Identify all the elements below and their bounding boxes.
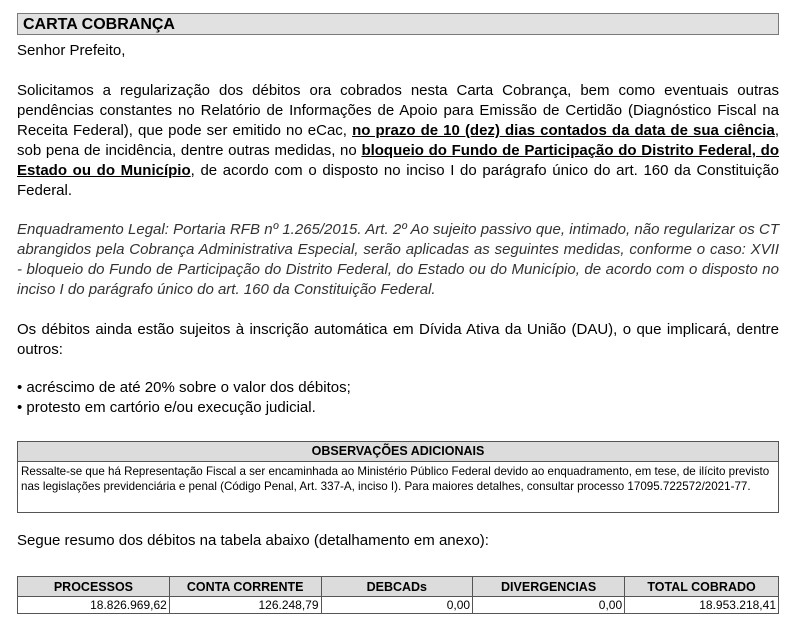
paragraph-text-1: Solicitamos a regularização dos débitos ora cobrados nesta Carta Cobrança, bem como eventuais outras pendências constantes no Relatório de Informações de Apoio para Emissão de Certidão (Diagnóstico Fiscal na Receita Federal), que pode ser emitido no eCac, [17, 82, 779, 139]
bullet-item: • acréscimo de até 20% sobre o valor dos débitos; [17, 379, 351, 396]
col-header-divergencias: DIVERGENCIAS [473, 577, 625, 597]
paragraph-text-2: , sob pena de incidência, dentre outras medidas, no [17, 122, 779, 159]
debt-summary-table [17, 576, 779, 614]
paragraph-text-3: , de acordo com o disposto no inciso I do parágrafo único do art. 160 da Constituição Federal. [17, 162, 780, 199]
col-header-debcads: DEBCADs [321, 577, 473, 597]
dau-paragraph: Os débitos ainda estão sujeitos à inscrição automática em Dívida Ativa da União (DAU), o que implicará, dentre outros: [17, 321, 779, 358]
document-title: CARTA COBRANÇA [23, 16, 175, 33]
summary-intro: Segue resumo dos débitos na tabela abaixo (detalhamento em anexo): [17, 532, 489, 549]
cell-debcads: 0,00 [321, 597, 473, 614]
table-header-row [18, 577, 779, 597]
col-header-total-cobrado: TOTAL COBRADO [625, 577, 779, 597]
fund-block-highlight: bloqueio do Fundo de Participação do Distrito Federal, do Estado ou do Município [17, 142, 779, 179]
col-header-processos: PROCESSOS [18, 577, 170, 597]
observations-box [17, 441, 779, 513]
cell-total-cobrado: 18.953.218,41 [625, 597, 779, 614]
regularization-paragraph [17, 81, 779, 201]
salutation: Senhor Prefeito, [17, 42, 126, 59]
deadline-highlight: no prazo de 10 (dez) dias contados da data de sua ciência [352, 122, 775, 139]
cell-divergencias: 0,00 [473, 597, 625, 614]
cell-processos: 18.826.969,62 [18, 597, 170, 614]
legal-framework-paragraph: Enquadramento Legal: Portaria RFB nº 1.265/2015. Art. 2º Ao sujeito passivo que, intimado, não regularizar os CT abrangidos pela Cobrança Administrativa Especial, serão aplicadas as seguintes medidas, conforme o caso: XVII - bloqueio do Fundo de Participação do Distrito Federal, do Estado ou do Município, de acordo com o disposto no inciso I do parágrafo único do art. 160 da Constituição Federal. [17, 221, 779, 298]
col-header-conta-corrente: CONTA CORRENTE [169, 577, 321, 597]
title-bar [17, 13, 779, 35]
observations-text: Ressalte-se que há Representação Fiscal a ser encaminhada ao Ministério Público Federal devido ao enquadramento, em tese, de ilícito previsto nas legislações previdenciária e penal (Código Penal, Art. 337-A, inciso I). Para maiores detalhes, consultar processo 17095.722572/2021-77. [21, 465, 770, 493]
cell-conta-corrente: 126.248,79 [169, 597, 321, 614]
observations-header: OBSERVAÇÕES ADICIONAIS [18, 442, 778, 462]
bullet-item: • protesto em cartório e/ou execução judicial. [17, 399, 316, 416]
table-row [18, 597, 779, 614]
